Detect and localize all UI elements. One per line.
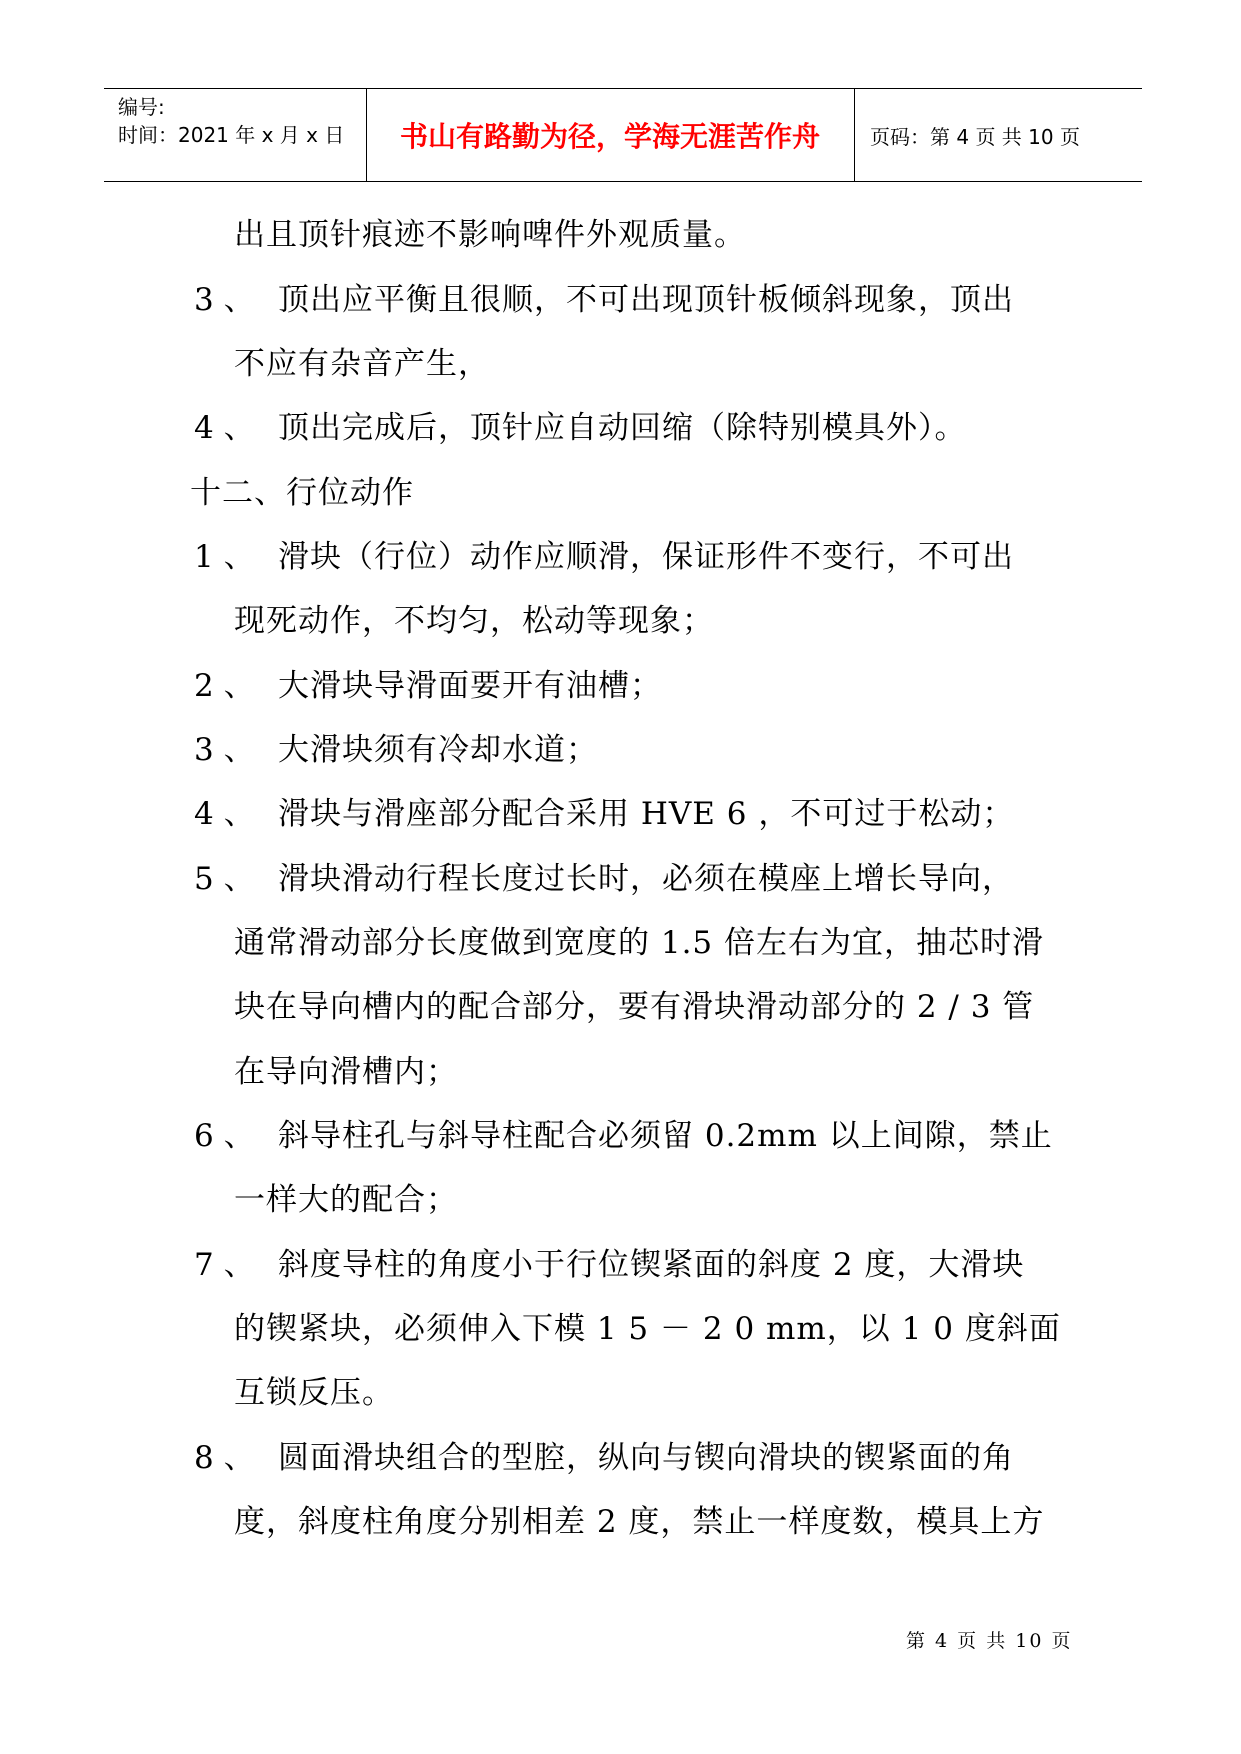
paragraph-line: 不应有杂音产生， (234, 346, 490, 382)
paragraph-line: 通常滑动部分长度做到宽度的 1.5 倍左右为宜，抽芯时滑 (234, 925, 1045, 961)
header-left-cell (118, 93, 344, 149)
item-number: 8 、 (194, 1440, 255, 1476)
paragraph-line: 在导向滑槽内； (234, 1054, 458, 1090)
item-number: 5 、 (194, 861, 255, 897)
item-number: 6 、 (194, 1118, 255, 1154)
item-number: 2 、 (194, 668, 255, 704)
page-footer: 第 4 页 共 10 页 (906, 1630, 1073, 1652)
page-header (104, 88, 1142, 182)
header-motto: 书山有路勤为径，学海无涯苦作舟 (399, 120, 820, 153)
paragraph-line: 圆面滑块组合的型腔，纵向与锲向滑块的锲紧面的角 (278, 1440, 1014, 1476)
paragraph-line: 顶出完成后，顶针应自动回缩（除特别模具外）。 (278, 410, 967, 446)
paragraph-line: 一样大的配合； (234, 1182, 458, 1218)
item-number: 3 、 (194, 282, 255, 318)
number-label: 编号: (118, 95, 165, 119)
header-divider (854, 89, 855, 181)
paragraph-line: 滑块滑动行程长度过长时，必须在模座上增长导向， (278, 861, 1014, 897)
header-page-code: 页码：第 4 页 共 10 页 (870, 125, 1080, 149)
paragraph-line: 大滑块须有冷却水道； (278, 732, 598, 768)
paragraph-line: 顶出应平衡且很顺，不可出现顶针板倾斜现象，顶出 (278, 282, 1014, 318)
paragraph-line: 斜导柱孔与斜导柱配合必须留 0.2mm 以上间隙，禁止 (278, 1118, 1053, 1154)
item-number: 3 、 (194, 732, 255, 768)
paragraph-line: 斜度导柱的角度小于行位锲紧面的斜度 2 度，大滑块 (278, 1247, 1025, 1283)
paragraph-line: 出且顶针痕迹不影响啤件外观质量。 (234, 217, 746, 253)
item-number: 4 、 (194, 410, 255, 446)
paragraph-line: 度，斜度柱角度分别相差 2 度，禁止一样度数，模具上方 (234, 1504, 1045, 1540)
paragraph-line: 的锲紧块，必须伸入下模 1 5 － 2 0 mm，以 1 0 度斜面 (234, 1311, 1061, 1347)
item-number: 1 、 (194, 539, 255, 575)
paragraph-line: 大滑块导滑面要开有油槽； (278, 668, 662, 704)
time-label: 时间：2021 年 x 月 x 日 (118, 123, 345, 147)
paragraph-line: 块在导向槽内的配合部分，要有滑块滑动部分的 2 / 3 管 (234, 989, 1035, 1025)
paragraph-line: 滑块（行位）动作应顺滑，保证形件不变行，不可出 (278, 539, 1014, 575)
paragraph-line: 滑块与滑座部分配合采用 HVE 6 ，不可过于松动； (278, 796, 1015, 832)
paragraph-line: 互锁反压。 (234, 1375, 394, 1411)
item-number: 7 、 (194, 1247, 255, 1283)
section-heading: 十二、行位动作 (190, 475, 414, 511)
item-number: 4 、 (194, 796, 255, 832)
paragraph-line: 现死动作，不均匀，松动等现象； (234, 603, 714, 639)
